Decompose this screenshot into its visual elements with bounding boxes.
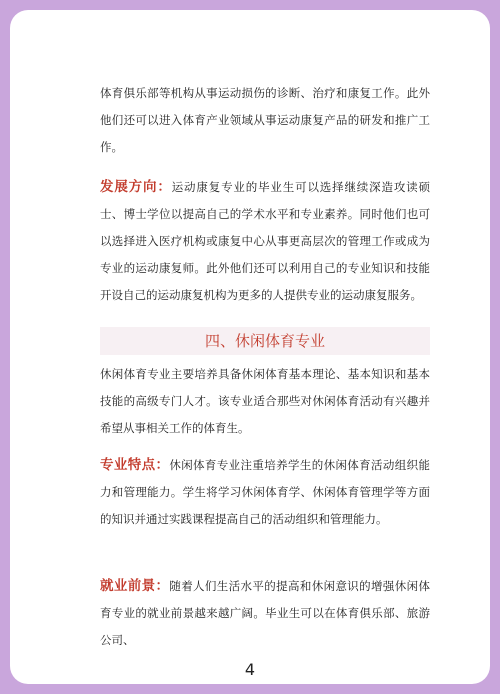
development-label: 发展方向： bbox=[100, 179, 172, 195]
development-paragraph bbox=[100, 174, 430, 309]
page-content bbox=[100, 80, 430, 654]
prospects-paragraph bbox=[100, 573, 430, 654]
intro-paragraph: 体育俱乐部等机构从事运动损伤的诊断、治疗和康复工作。此外他们还可以进入体育产业领域从事运动康复产品的研发和推广工作。 bbox=[100, 86, 430, 154]
features-paragraph bbox=[100, 452, 430, 533]
document-page bbox=[10, 10, 490, 684]
prospects-text: 随着人们生活水平的提高和休闲意识的增强休闲体育专业的就业前景越来越广阔。毕业生可以在体育俱乐部、旅游公司、 bbox=[100, 579, 430, 647]
prospects-label: 就业前景： bbox=[100, 578, 170, 594]
page-number: 4 bbox=[244, 660, 256, 679]
leisure-intro-paragraph: 休闲体育专业主要培养具备休闲体育基本理论、基本知识和基本技能的高级专门人才。该专业适合那些对休闲体育活动有兴趣并希望从事相关工作的体育生。 bbox=[100, 367, 430, 435]
development-text: 运动康复专业的毕业生可以选择继续深造攻读硕士、博士学位以提高自己的学术水平和专业素养。同时他们也可以选择进入医疗机构或康复中心从事更高层次的管理工作或成为专业的运动康复师。此外他们还可以利用自己的专业知识和技能开设自己的运动康复机构为更多的人提供专业的运动康复服务。 bbox=[100, 180, 431, 302]
features-label: 专业特点： bbox=[100, 457, 170, 473]
section-heading: 四、休闲体育专业 bbox=[100, 327, 430, 355]
features-text: 休闲体育专业注重培养学生的休闲体育活动组织能力和管理能力。学生将学习休闲体育学、休闲体育管理学等方面的知识并通过实践课程提高自己的活动组织和管理能力。 bbox=[100, 458, 430, 526]
